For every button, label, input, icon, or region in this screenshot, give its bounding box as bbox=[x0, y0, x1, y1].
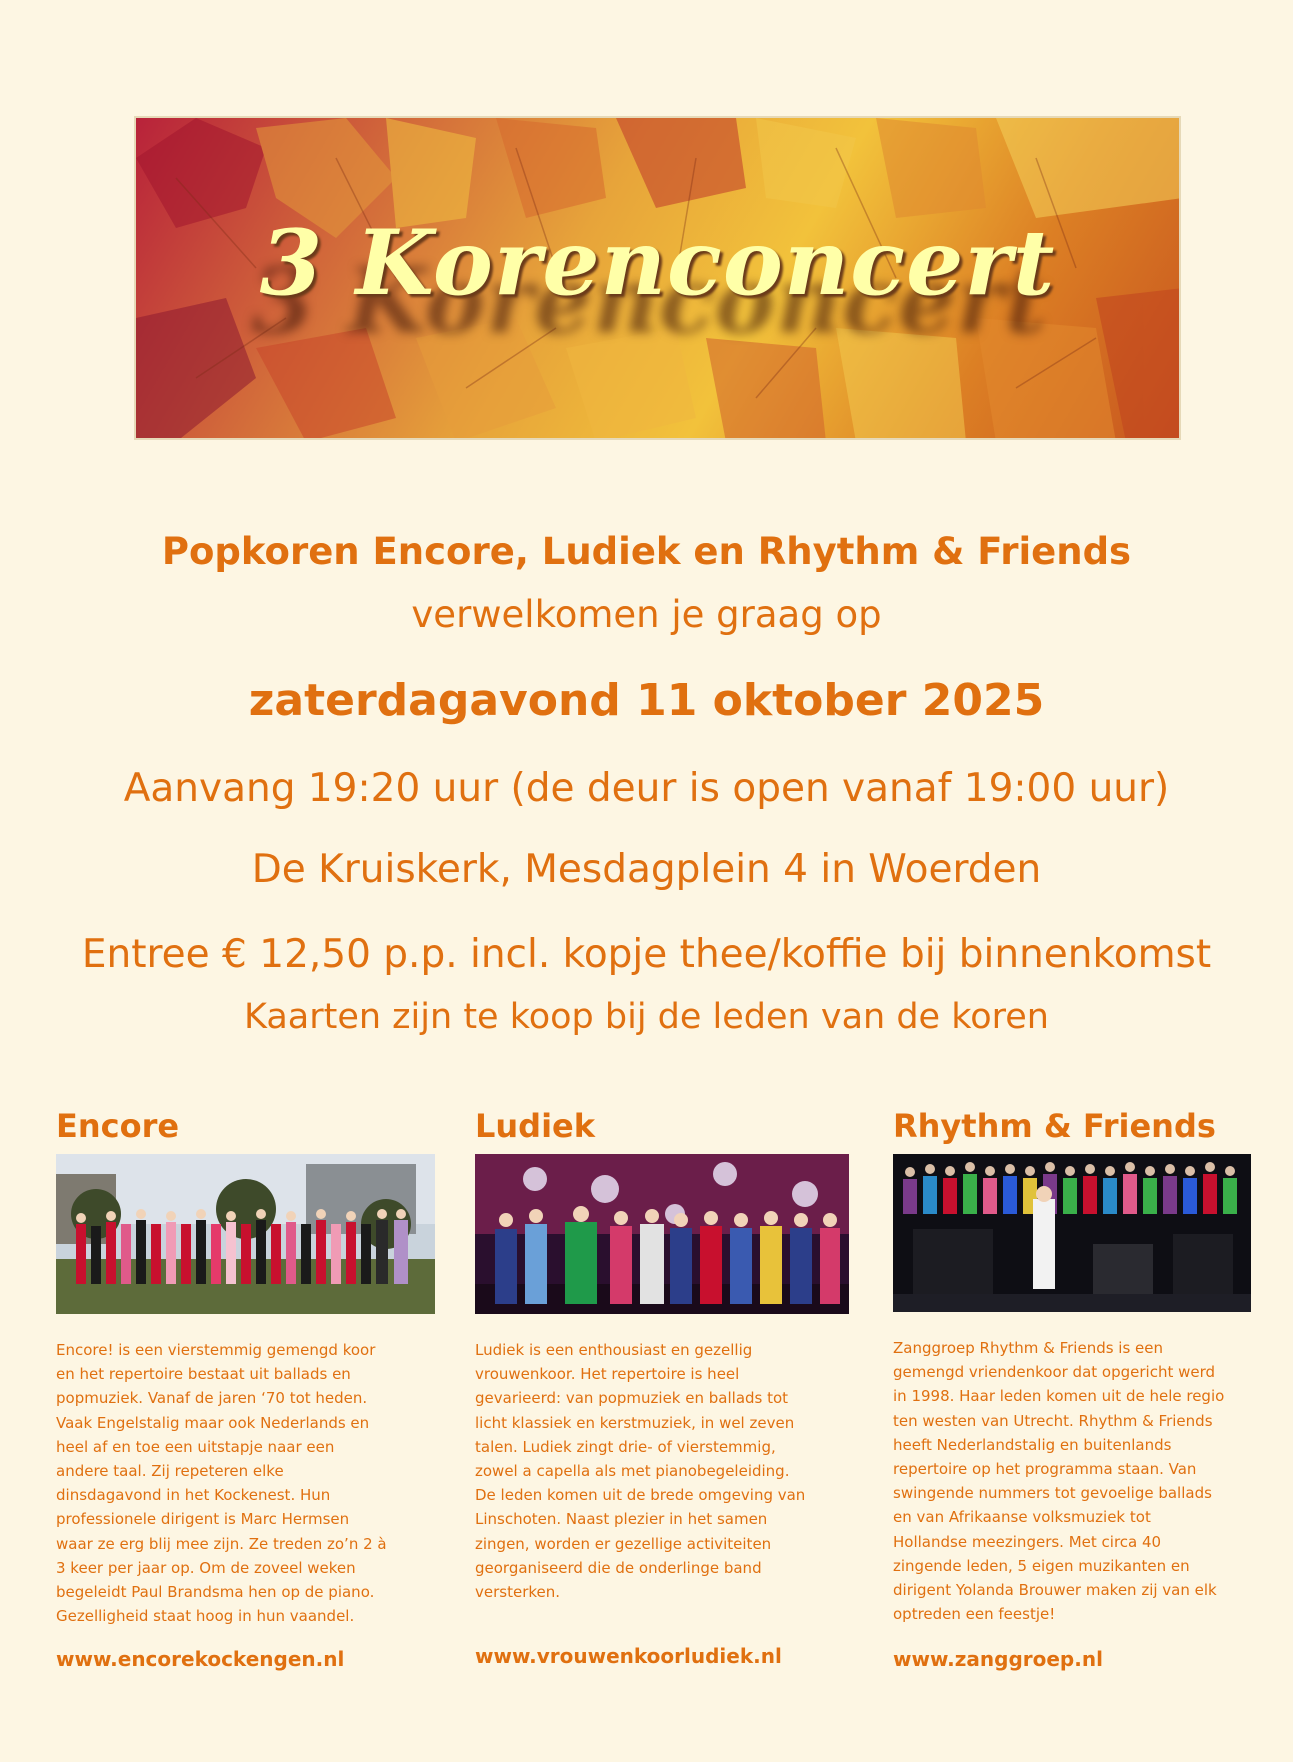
choir-description: Ludiek is een enthousiast en gezellig vrouwenkoor. Het repertoire is heel gevarieerd: van popmuziek en ballads tot licht klassiek en kerstmuziek, in wel zeven talen. Ludiek zingt drie- of vierstemmig, zowel a capella als met pianobegeleiding. De leden komen uit de brede omgeving van Linschoten. Naast plezier in het samen zingen, worden er gezellige activiteiten georganiseerd die de onderlinge band versterken. bbox=[475, 1341, 806, 1602]
choir-description: Zanggroep Rhythm & Friends is een gemengd vriendenkoor dat opgericht werd in 1998. Haar leden komen uit de hele regio ten westen van Utrecht. Rhythm & Friends heeft Nederlandstalig en buitenlands repertoire op het programma staan. Van swingende nummers tot gevoelige ballads en van Afrikaanse volksmuziek tot Hollandse meezingers. Met circa 40 zingende leden, 5 eigen muzikanten en dirigent Yolanda Brouwer maken zij van elk optreden een feestje! bbox=[893, 1339, 1225, 1624]
choir-photo-ludiek bbox=[475, 1154, 855, 1314]
choir-name: Rhythm & Friends bbox=[893, 1107, 1216, 1145]
choir-ludiek bbox=[475, 1104, 855, 1668]
tickets-info: Kaarten zijn te koop bij de leden van de koren bbox=[244, 997, 1049, 1037]
welcome-text: verwelkomen je graag op bbox=[411, 593, 882, 636]
entry-price: Entree € 12,50 p.p. incl. kopje thee/koffie bij binnenkomst bbox=[81, 932, 1212, 977]
choir-website-link[interactable]: www.zanggroep.nl bbox=[893, 1647, 1103, 1671]
hosts-heading: Popkoren Encore, Ludiek en Rhythm & Friends bbox=[161, 530, 1132, 573]
choir-website-link[interactable]: www.encorekockengen.nl bbox=[56, 1647, 345, 1671]
choir-photo-encore bbox=[56, 1154, 436, 1314]
banner-image bbox=[134, 116, 1181, 440]
banner-title: 3 Korenconcert bbox=[259, 210, 1056, 316]
choir-rhythm-friends bbox=[893, 1104, 1273, 1671]
choir-name: Ludiek bbox=[475, 1107, 596, 1145]
choir-name: Encore bbox=[56, 1107, 180, 1145]
start-time: Aanvang 19:20 uur (de deur is open vanaf 19:00 uur) bbox=[123, 766, 1170, 811]
event-date: zaterdagavond 11 oktober 2025 bbox=[248, 675, 1045, 726]
choir-photo-rhythm-friends bbox=[893, 1154, 1273, 1312]
choir-encore bbox=[56, 1104, 436, 1671]
venue: De Kruiskerk, Mesdagplein 4 in Woerden bbox=[251, 847, 1042, 892]
choir-description: Encore! is een vierstemmig gemengd koor en het repertoire bestaat uit ballads en popmuziek. Vanaf de jaren ‘70 tot heden. Vaak Engelstalig maar ook Nederlands en heel af en toe een uitstapje naar een andere taal. Zij repeteren elke dinsdagavond in het Kockenest. Hun professionele dirigent is Marc Hermsen waar ze erg blij mee zijn. Ze treden zo’n 2 à 3 keer per jaar op. Om de zoveel weken begeleidt Paul Brandsma hen op de piano. Gezelligheid staat hoog in hun vaandel. bbox=[56, 1341, 387, 1626]
choir-website-link[interactable]: www.vrouwenkoorludiek.nl bbox=[475, 1644, 782, 1668]
